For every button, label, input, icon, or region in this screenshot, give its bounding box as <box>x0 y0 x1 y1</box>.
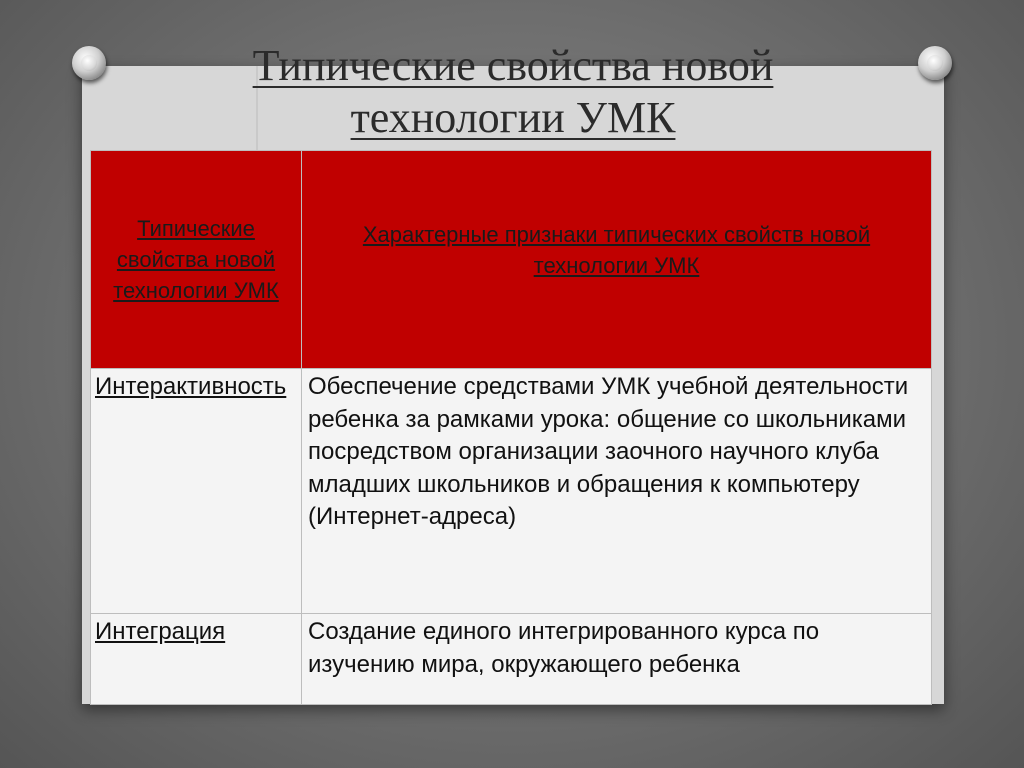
table-row <box>91 614 932 705</box>
property-cell <box>91 369 302 614</box>
description-cell: Создание единого интегрированного курса по изучению мира, окружающего ребенка <box>302 614 932 705</box>
slide-title-line-1: Типические свойства новой <box>252 41 774 90</box>
properties-table <box>90 150 932 705</box>
slide-title <box>150 40 876 144</box>
property-name: Интерактивность <box>95 373 287 400</box>
header-label-properties: Типические свойства новой технологии УМК <box>113 216 279 303</box>
pushpin-icon <box>72 46 106 80</box>
property-name: Интеграция <box>95 618 226 645</box>
header-cell-features <box>302 151 932 369</box>
table-header-row <box>91 151 932 369</box>
property-cell <box>91 614 302 705</box>
header-cell-properties <box>91 151 302 369</box>
table-row <box>91 369 932 614</box>
slide-title-line-2: технологии УМК <box>350 93 676 142</box>
description-cell: Обеспечение средствами УМК учебной деятельности ребенка за рамками урока: общение со школьниками посредством организации заочного научного клуба младших школьников и обращения к компьютеру (Интернет-адреса) <box>302 369 932 614</box>
header-label-features: Характерные признаки типических свойств новой технологии УМК <box>362 221 871 278</box>
pushpin-icon <box>918 46 952 80</box>
